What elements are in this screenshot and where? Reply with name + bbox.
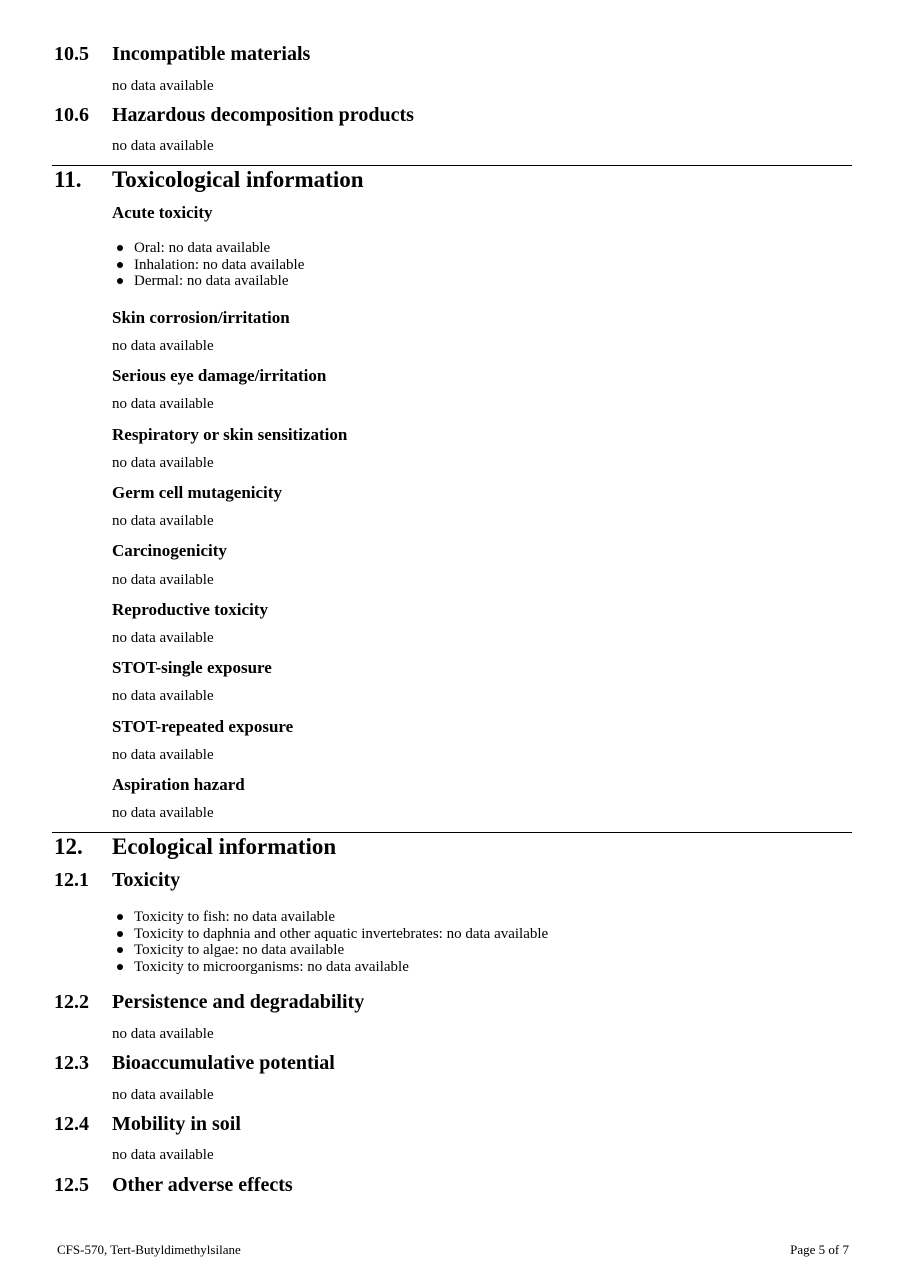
section-divider: [52, 832, 852, 833]
subheading-carcinogenicity: Carcinogenicity: [112, 541, 227, 560]
footer-document-id: CFS-570, Tert-Butyldimethylsilane: [57, 1242, 241, 1257]
list-item: Toxicity to daphnia and other aquatic invertebrates: no data available: [134, 926, 548, 943]
subheading-reproductive-toxicity: Reproductive toxicity: [112, 600, 268, 619]
section-text-incompatible-materials: no data available: [112, 78, 214, 94]
text-bioaccumulative: no data available: [112, 1087, 214, 1103]
section-number-12-5: 12.5: [54, 1174, 89, 1196]
bullet-icon: [117, 947, 123, 953]
section-text-hazardous-decomposition: no data available: [112, 138, 214, 154]
section-divider: [52, 165, 852, 166]
text-aspiration-hazard: no data available: [112, 805, 214, 821]
acute-toxicity-list: [134, 240, 304, 290]
bullet-icon: [117, 245, 123, 251]
bullet-icon: [117, 964, 123, 970]
section-heading-hazardous-decomposition: Hazardous decomposition products: [112, 104, 414, 126]
text-mobility: no data available: [112, 1147, 214, 1163]
subheading-stot-repeated: STOT-repeated exposure: [112, 717, 294, 736]
subheading-germ-cell-mutagenicity: Germ cell mutagenicity: [112, 483, 282, 502]
section-number-10-6: 10.6: [54, 104, 89, 126]
bullet-icon: [117, 914, 123, 920]
section-heading-bioaccumulative: Bioaccumulative potential: [112, 1052, 335, 1074]
text-germ-cell-mutagenicity: no data available: [112, 513, 214, 529]
subheading-eye-damage: Serious eye damage/irritation: [112, 366, 327, 385]
section-number-11: 11.: [54, 167, 82, 192]
text-carcinogenicity: no data available: [112, 572, 214, 588]
text-persistence: no data available: [112, 1026, 214, 1042]
text-eye-damage: no data available: [112, 396, 214, 412]
bullet-icon: [117, 262, 123, 268]
bullet-icon: [117, 278, 123, 284]
subheading-stot-single: STOT-single exposure: [112, 658, 272, 677]
section-heading-incompatible-materials: Incompatible materials: [112, 43, 311, 65]
bullet-icon: [117, 931, 123, 937]
list-item: Inhalation: no data available: [134, 257, 304, 274]
section-heading-persistence: Persistence and degradability: [112, 991, 365, 1013]
text-stot-single: no data available: [112, 688, 214, 704]
text-sensitization: no data available: [112, 455, 214, 471]
text-stot-repeated: no data available: [112, 747, 214, 763]
section-heading-toxicity: Toxicity: [112, 869, 181, 891]
section-number-10-5: 10.5: [54, 43, 89, 65]
list-item: Oral: no data available: [134, 240, 304, 257]
section-number-12-1: 12.1: [54, 869, 89, 891]
ecotoxicity-list: [134, 909, 548, 975]
list-item: Toxicity to microorganisms: no data available: [134, 959, 548, 976]
section-number-12-4: 12.4: [54, 1113, 89, 1135]
text-skin-corrosion: no data available: [112, 338, 214, 354]
list-item: Toxicity to fish: no data available: [134, 909, 548, 926]
section-heading-ecological-information: Ecological information: [112, 834, 337, 859]
section-heading-mobility: Mobility in soil: [112, 1113, 241, 1135]
footer-page-number: Page 5 of 7: [790, 1242, 849, 1257]
subheading-aspiration-hazard: Aspiration hazard: [112, 775, 245, 794]
subheading-skin-corrosion: Skin corrosion/irritation: [112, 308, 290, 327]
subheading-sensitization: Respiratory or skin sensitization: [112, 425, 348, 444]
section-heading-toxicological-information: Toxicological information: [112, 167, 364, 192]
list-item: Toxicity to algae: no data available: [134, 942, 548, 959]
section-number-12: 12.: [54, 834, 83, 859]
list-item: Dermal: no data available: [134, 273, 304, 290]
text-reproductive-toxicity: no data available: [112, 630, 214, 646]
subheading-acute-toxicity: Acute toxicity: [112, 203, 213, 222]
section-number-12-3: 12.3: [54, 1052, 89, 1074]
section-heading-other-effects: Other adverse effects: [112, 1174, 293, 1196]
section-number-12-2: 12.2: [54, 991, 89, 1013]
